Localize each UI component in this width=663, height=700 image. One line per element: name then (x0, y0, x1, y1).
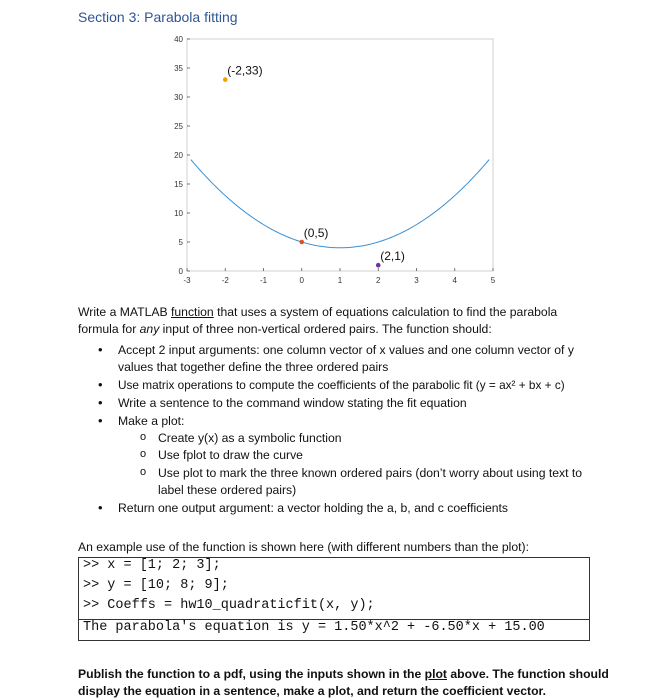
publish-text-3: above. The function should display the equation in a sentence, make a plot, and return the coefficient vector. (78, 667, 609, 698)
data-point (223, 77, 228, 82)
data-point-label: (-2,33) (227, 63, 263, 78)
y-tick-label: 25 (174, 122, 183, 131)
data-point (299, 240, 304, 245)
bullet-dot: • (98, 395, 103, 410)
publish-plot-word: plot (424, 667, 447, 681)
sub-bullet-3-line-1: Use plot to mark the three known ordered pairs (don’t worry about using text to (158, 466, 583, 480)
bullet-5: Return one output argument: a vector holding the a, b, and c coefficients (118, 501, 509, 515)
bullet-4: Make a plot: (118, 414, 185, 428)
bullet-1-line-2: values that together define the three ordered pairs (118, 360, 389, 374)
x-tick-label: 5 (490, 276, 496, 285)
x-tick-label: 4 (452, 276, 457, 285)
intro-line-1 (78, 304, 557, 321)
publish-instructions (78, 666, 638, 700)
x-tick-label: 1 (337, 276, 343, 285)
intro-text-2c: input of three non-vertical ordered pairs. The function should: (159, 322, 492, 336)
sub-bullet-2: Use fplot to draw the curve (158, 448, 303, 462)
code-box (78, 557, 590, 641)
parabola-plot (160, 30, 500, 305)
code-line-3: >> Coeffs = hw10_quadraticfit(x, y); (83, 598, 375, 613)
sub-bullet-circle: o (140, 466, 147, 478)
section-title: Section 3: Parabola fitting (78, 9, 238, 25)
code-line-1: >> x = [1; 2; 3]; (83, 558, 221, 573)
example-intro: An example use of the function is shown here (with different numbers than the plot): (78, 540, 529, 554)
y-tick-label: 35 (174, 64, 183, 73)
y-tick-label: 20 (174, 151, 183, 160)
intro-line-2 (78, 321, 492, 338)
intro-text-2a: formula for (78, 322, 140, 336)
sub-bullet-3-line-2: label these ordered pairs) (158, 483, 297, 497)
x-tick-label: -1 (259, 276, 268, 285)
code-line-2: >> y = [10; 8; 9]; (83, 578, 229, 593)
bullet-2: Use matrix operations to compute the coefficients of the parabolic fit (y = ax² + bx + c) (118, 378, 565, 392)
sub-bullet-circle: o (140, 448, 147, 460)
y-tick-label: 30 (174, 93, 183, 102)
y-tick-label: 0 (178, 267, 183, 276)
data-point-label: (0,5) (303, 226, 329, 240)
x-tick-label: -3 (183, 276, 191, 285)
bullet-dot: • (98, 377, 103, 392)
data-point (376, 263, 381, 268)
x-tick-label: -2 (221, 276, 229, 285)
y-tick-label: 40 (174, 35, 183, 44)
sub-bullet-1: Create y(x) as a symbolic function (158, 431, 342, 445)
bullet-dot: • (98, 413, 103, 428)
intro-any-word: any (139, 322, 160, 336)
y-tick-label: 10 (174, 209, 183, 218)
chart-svg (160, 30, 500, 300)
bullet-dot: • (98, 342, 103, 357)
x-tick-label: 2 (376, 276, 381, 285)
publish-text-1: Publish the function to a pdf, using the inputs shown in the (78, 667, 425, 681)
bullet-dot: • (98, 500, 103, 515)
intro-text-1: Write a MATLAB (78, 305, 172, 319)
sub-bullet-circle: o (140, 431, 147, 443)
x-tick-label: 3 (414, 276, 419, 285)
bullet-1-line-1: Accept 2 input arguments: one column vector of x values and one column vector of y (118, 343, 574, 357)
y-tick-label: 15 (174, 180, 183, 189)
data-point-label: (2,1) (380, 249, 405, 264)
y-tick-label: 5 (178, 238, 183, 247)
code-line-4: The parabola's equation is y = 1.50*x^2 + -6.50*x + 15.00 (79, 619, 589, 635)
x-tick-label: 0 (299, 276, 304, 285)
intro-text-3: that uses a system of equations calculation to find the parabola (213, 305, 558, 319)
intro-function-word: function (171, 305, 214, 319)
bullet-3: Write a sentence to the command window stating the fit equation (118, 396, 467, 410)
